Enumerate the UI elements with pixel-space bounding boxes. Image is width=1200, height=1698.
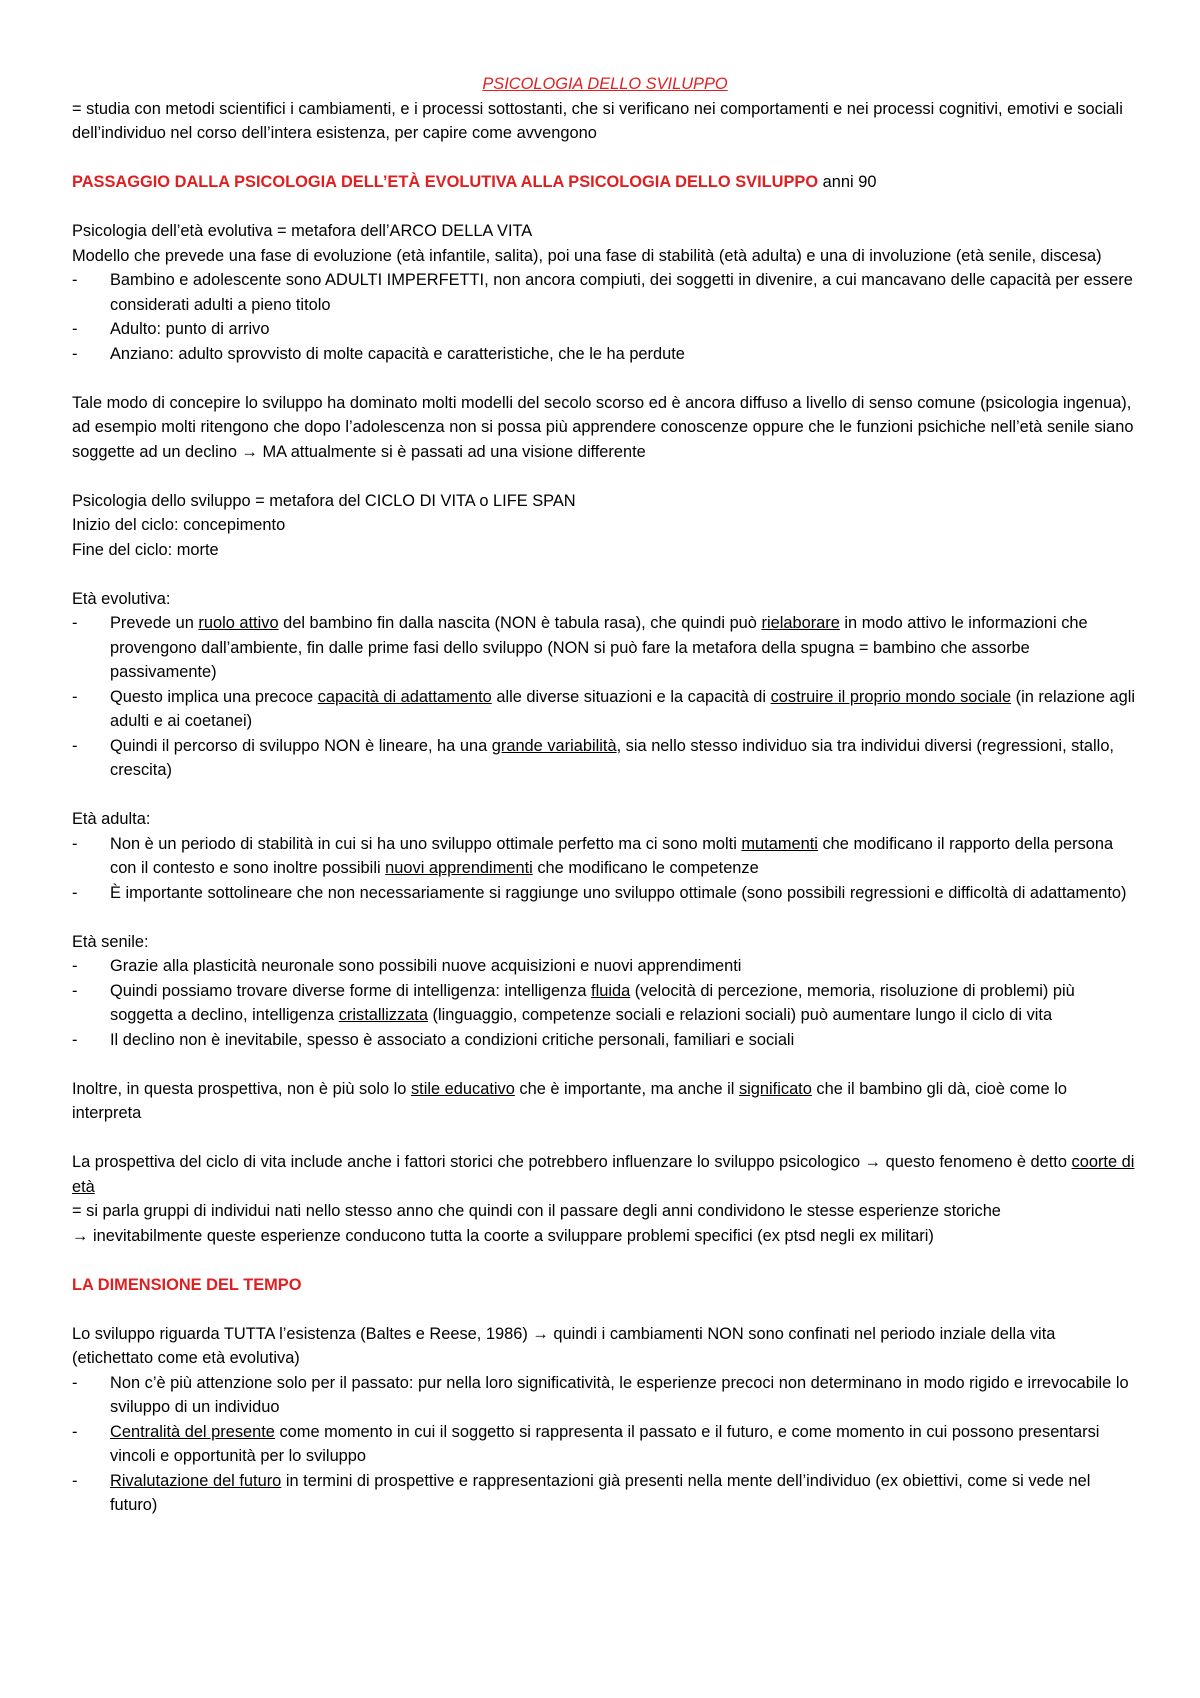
underlined-term: rielaborare (761, 614, 840, 632)
intro-paragraph: = studia con metodi scientifici i cambiamenti, e i processi sottostanti, che si verificano nei comportamenti e nei processi cognitivi, emotivi e sociali dell’individuo nel corso dell’intera esistenza, per capire come avvengono (72, 99, 1123, 142)
document-page (72, 72, 1138, 1518)
arrow-right-icon: → (864, 1153, 882, 1171)
underlined-term: costruire il proprio mondo sociale (770, 687, 1012, 706)
eta-adulta-list (72, 832, 1138, 906)
coorte-paragraph: La prospettiva del ciclo di vita include anche i fattori storici che potrebbero influenzare lo sviluppo psicologico → questo fenomeno è detto coorte di età (72, 1153, 1135, 1196)
underlined-term: capacità di adattamento (317, 687, 492, 706)
list-item: - Non è un periodo di stabilità in cui si ha uno sviluppo ottimale perfetto ma ci sono molti mutamenti che modificano il rapporto della persona con il contesto e sono inoltre possibili nuovi apprendimenti che modificano le competenze (72, 832, 1138, 881)
list-item: - Quindi possiamo trovare diverse forme di intelligenza: intelligenza fluida (velocità di percezione, memoria, risoluzione di problemi) più soggetta a declino, intelligenza cristallizzata (linguaggio, competenze sociali e relazioni sociali) può aumentare lungo il ciclo di vita (72, 979, 1138, 1028)
inoltre-paragraph: Inoltre, in questa prospettiva, non è più solo lo stile educativo che è importante, ma anche il significato che il bambino gli dà, cioè come lo interpreta (72, 1079, 1067, 1122)
passaggio-suffix: anni 90 (818, 173, 877, 191)
underlined-term: Rivalutazione del futuro (110, 1471, 282, 1490)
tale-modo-after: MA attualmente si è passati ad una visione differente (257, 442, 646, 461)
underlined-term: grande variabilità (491, 736, 617, 755)
arrow-right-icon: → (72, 1226, 89, 1245)
document-title: PSICOLOGIA DELLO SVILUPPO (482, 75, 728, 93)
list-item: - Centralità del presente come momento in cui il soggetto si rappresenta il passato e il futuro, e come momento in cui possono presentarsi vincoli e opportunità per lo sviluppo (72, 1420, 1138, 1469)
list-item: - Grazie alla plasticità neuronale sono possibili nuove acquisizioni e nuovi apprendimenti (72, 954, 1138, 979)
eta-adulta-heading: Età adulta: (72, 810, 151, 828)
list-item: - Rivalutazione del futuro in termini di prospettive e rappresentazioni già presenti nella mente dell’individuo (ex obiettivi, come si vede nel futuro) (72, 1469, 1138, 1518)
fine-ciclo-line: Fine del ciclo: morte (72, 540, 219, 559)
list-item: - Bambino e adolescente sono ADULTI IMPERFETTI, non ancora compiuti, dei soggetti in divenire, a cui mancavano delle capacità per essere considerati adulti a pieno titolo (72, 268, 1138, 317)
underlined-term: mutamenti (741, 834, 818, 853)
list-item: - Quindi il percorso di sviluppo NON è lineare, ha una grande variabilità, sia nello stesso individuo sia tra individui diversi (regressioni, stallo, crescita) (72, 734, 1138, 783)
tempo-list (72, 1371, 1138, 1518)
list-item: - Adulto: punto di arrivo (72, 317, 1138, 342)
underlined-term: coorte di età (72, 1153, 1135, 1196)
arco-vita-line: Psicologia dell’età evolutiva = metafora dell’ARCO DELLA VITA (72, 222, 533, 240)
tale-modo-text: Tale modo di concepire lo sviluppo ha dominato molti modelli del secolo scorso ed è ancora diffuso a livello di senso comune (psicologia ingenua), ad esempio molti ritengono che dopo l’adolescenza non si possa più apprendere conoscenze oppure che le funzioni psichiche nell’età senile siano soggette ad un declino (72, 393, 1134, 461)
coorte-consequence: → inevitabilmente queste esperienze conducono tutta la coorte a sviluppare problemi specifici (ex ptsd negli ex militari) (72, 1226, 934, 1245)
arrow-right-icon: → (241, 442, 258, 461)
underlined-term: stile educativo (410, 1079, 515, 1098)
list-item: - È importante sottolineare che non necessariamente si raggiunge uno sviluppo ottimale (sono possibili regressioni e difficoltà di adattamento) (72, 881, 1138, 906)
passaggio-line (72, 170, 1138, 195)
inizio-ciclo-line: Inizio del ciclo: concepimento (72, 516, 286, 534)
underlined-term: ruolo attivo (198, 614, 279, 632)
eta-senile-list (72, 954, 1138, 1052)
list-item: - Non c’è più attenzione solo per il passato: pur nella loro significatività, le esperienze precoci non determinano in modo rigido e irrevocabile lo sviluppo di un individuo (72, 1371, 1138, 1420)
list-item: - Prevede un ruolo attivo del bambino fin dalla nascita (NON è tabula rasa), che quindi può rielaborare in modo attivo le informazioni che provengono dall’ambiente, fin dalle prime fasi dello sviluppo (NON si può fare la metafora della spugna = bambino che assorbe passivamente) (72, 611, 1138, 685)
list-item: - Il declino non è inevitabile, spesso è associato a condizioni critiche personali, familiari e sociali (72, 1028, 1138, 1053)
eta-senile-heading: Età senile: (72, 932, 149, 951)
tale-modo-paragraph (72, 391, 1138, 465)
underlined-term: nuovi apprendimenti (385, 859, 533, 877)
coorte-definition: = si parla gruppi di individui nati nello stesso anno che quindi con il passare degli anni condividono le stesse esperienze storiche (72, 1202, 1001, 1220)
arrow-right-icon: → (532, 1324, 549, 1343)
underlined-term: Centralità del presente (110, 1422, 275, 1441)
arco-vita-list (72, 268, 1138, 366)
tempo-intro: Lo sviluppo riguarda TUTTA l’esistenza (Baltes e Reese, 1986) → quindi i cambiamenti NON sono confinati nel periodo inziale della vita (etichettato come età evolutiva) (72, 1324, 1056, 1367)
list-item: - Questo implica una precoce capacità di adattamento alle diverse situazioni e la capacità di costruire il proprio mondo sociale (in relazione agli adulti e ai coetanei) (72, 685, 1138, 734)
underlined-term: significato (738, 1079, 812, 1098)
tempo-heading: LA DIMENSIONE DEL TEMPO (72, 1275, 302, 1294)
list-item: - Anziano: adulto sprovvisto di molte capacità e caratteristiche, che le ha perdute (72, 342, 1138, 367)
modello-line: Modello che prevede una fase di evoluzione (età infantile, salita), poi una fase di stabilità (età adulta) e una di involuzione (età senile, discesa) (72, 246, 1102, 265)
passaggio-heading: PASSAGGIO DALLA PSICOLOGIA DELL’ETÀ EVOLUTIVA ALLA PSICOLOGIA DELLO SVILUPPO (72, 173, 819, 191)
eta-evolutiva-list (72, 611, 1138, 783)
eta-evolutiva-heading: Età evolutiva: (72, 589, 171, 608)
ciclo-vita-line: Psicologia dello sviluppo = metafora del CICLO DI VITA o LIFE SPAN (72, 491, 576, 510)
underlined-term: cristallizzata (338, 1006, 428, 1024)
underlined-term: fluida (591, 981, 631, 1000)
